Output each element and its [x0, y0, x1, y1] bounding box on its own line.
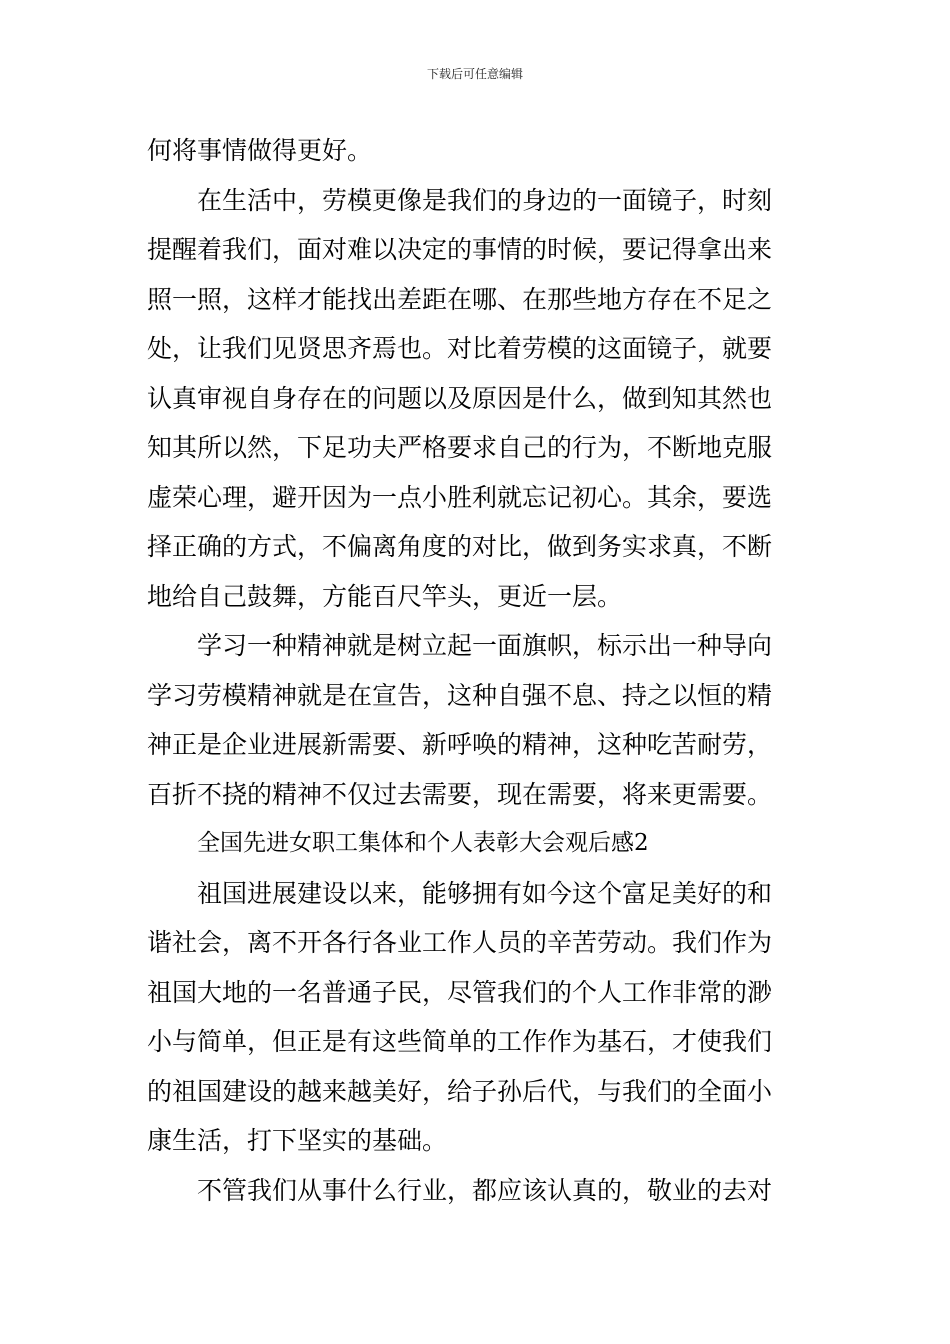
- text-line: 康生活，打下坚实的基础。: [147, 1126, 448, 1155]
- text-line: 虚荣心理，避开因为一点小胜利就忘记初心。其余，要选: [147, 482, 773, 512]
- text-line: 地给自己鼓舞，方能百尺竿头，更近一层。: [147, 581, 623, 611]
- text-line: 提醒着我们，面对难以决定的事情的时候，要记得拿出来: [147, 235, 773, 264]
- text-line: 处，让我们见贤思齐焉也。对比着劳模的这面镜子，就要: [147, 334, 773, 363]
- text-line: 祖国进展建设以来，能够拥有如今这个富足美好的和: [197, 878, 773, 908]
- text-line: 择正确的方式，不偏离角度的对比，做到务实求真，不断: [147, 532, 773, 561]
- document-body: [147, 126, 807, 1215]
- text-line: 学习一种精神就是树立起一面旗帜，标示出一种导向: [197, 631, 773, 660]
- text-line: 的祖国建设的越来越美好，给子孙后代，与我们的全面小: [147, 1076, 773, 1106]
- text-line: 小与简单，但正是有这些简单的工作作为基石，才使我们: [147, 1027, 773, 1056]
- text-line: 不管我们从事什么行业，都应该认真的，敬业的去对: [197, 1175, 773, 1205]
- text-line: 学习劳模精神就是在宣告，这种自强不息、持之以恒的精: [147, 680, 773, 710]
- page-header: 下载后可任意编辑: [426, 67, 523, 81]
- text-line: 百折不挠的精神不仅过去需要，现在需要，将来更需要。: [147, 779, 773, 809]
- text-line: 知其所以然，下足功夫严格要求自己的行为，不断地克服: [147, 433, 773, 462]
- text-line: 认真审视自身存在的问题以及原因是什么，做到知其然也: [147, 383, 773, 413]
- text-line: 祖国大地的一名普通子民，尽管我们的个人工作非常的渺: [147, 977, 773, 1007]
- section-title: 全国先进女职工集体和个人表彰大会观后感2: [197, 830, 649, 856]
- text-line: 谐社会，离不开各行各业工作人员的辛苦劳动。我们作为: [147, 928, 773, 957]
- text-line: 照一照，这样才能找出差距在哪、在那些地方存在不足之: [147, 284, 773, 314]
- text-line: 在生活中，劳模更像是我们的身边的一面镜子，时刻: [197, 185, 773, 215]
- text-line: 何将事情做得更好。: [147, 136, 373, 165]
- text-line: 神正是企业进展新需要、新呼唤的精神，这种吃苦耐劳，: [147, 730, 773, 759]
